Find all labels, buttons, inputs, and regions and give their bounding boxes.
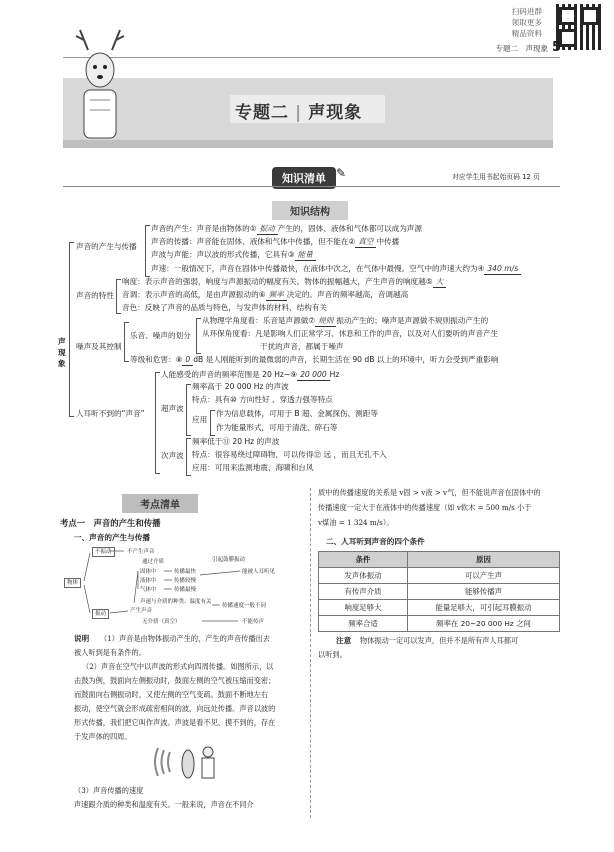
right-line-2: 传播速度一定大于在液体中的传播速度（如 v软木 = 500 m/s 小于	[318, 503, 532, 512]
table-row: 有传声介质 能够传播声	[319, 584, 560, 600]
title-subject: 声现象	[308, 103, 363, 123]
ultra-item-1: 频率高于 20 000 Hz 的声波	[192, 382, 289, 391]
page-number: 5	[551, 40, 561, 55]
ultra-bracket	[186, 384, 191, 436]
table-row: 发声体振动 可以产生声	[319, 568, 560, 584]
branch3-bracket	[124, 322, 129, 362]
label-solid: 固体中	[140, 569, 157, 575]
speed-title: （3）声音传播的速度	[74, 786, 144, 795]
explain-line-7: 形式传播，我们把它叫作声波。声波是看不见、摸不到的，存在	[74, 718, 276, 727]
drum-sound-wave-illustration	[150, 744, 220, 780]
infra-item-3: 应用：可用来监测地震、海啸和台风	[192, 463, 314, 472]
knowledge-structure-subhead: 知识结构	[272, 201, 348, 220]
right-line-3: v煤油 = 1 324 m/s）。	[318, 518, 394, 527]
knowledge-rule	[63, 186, 560, 187]
explain-line-2: 被人听到是有条件的。	[74, 648, 146, 657]
label-produce: 产生声音	[130, 608, 153, 614]
branch-sound-production: 声音的产生与传播	[76, 242, 137, 251]
explain-line-8: 于发声体的四周。	[74, 732, 132, 741]
table-row: 响度足够大 能量足够大，可引起耳膜振动	[319, 600, 560, 616]
branch-noise-control: 噪声及其控制	[76, 342, 122, 351]
scan-promo	[512, 6, 542, 39]
flow-arrows	[62, 545, 302, 627]
b4-range: 人能感受的声音的频率范围是 20 Hz~⑨ 20 000 Hz	[161, 370, 340, 379]
label-liquid: 液体中	[140, 578, 157, 584]
label-sound-to-ear: 能被人耳听见	[242, 569, 276, 575]
label-in-ear: 引起鼓膜振动	[212, 557, 246, 563]
b2-item-1: 响度：表示声音的强弱，响度与声源振动的幅度有关。物体的振幅越大，产生声音的响度越⑤ 大	[122, 277, 446, 288]
label-fast: 传播最快	[174, 569, 197, 575]
b2-item-2: 音调：表示声音的高低，是由声源振动的⑥ 频率 决定的。声音的频率越高，音调越高	[122, 290, 409, 299]
b3-level: 等级和危害：⑧ 0 dB 是人刚能听到的最微弱的声音，长期生活在 90 dB 以上的环境中，听力会受到严重影响	[130, 355, 499, 364]
sound-flow-diagram	[62, 545, 302, 627]
label-medium: 通过介质	[142, 559, 165, 565]
tree-root: 声现象	[58, 337, 66, 368]
branch-sound-characteristics: 声音的特性	[76, 291, 114, 300]
branch-inaudible-sound: 人耳听不到的“声音”	[76, 409, 145, 418]
label-gas: 气体中	[140, 587, 157, 593]
b1-item-4: 声速：一般情况下，声音在固体中传播最快，在液体中次之，在气体中最慢。空气中的声速大约为④ 340 m/s	[151, 264, 521, 275]
point1-title: 考点一 声音的产生和传播	[60, 518, 161, 528]
exam-points-pill: 考点清单	[122, 494, 198, 513]
label-no-sound: 不产生声音	[127, 549, 155, 555]
explain-line-5: 而鼓面向右侧振动时，又使左侧的空气变疏。鼓面不断地左右	[74, 690, 269, 699]
table-header-reason: 原因	[408, 552, 560, 568]
column-divider	[310, 488, 312, 818]
ultra-item-2: 特点：具有⑩ 方向性好 、穿透力强等特点	[192, 395, 333, 404]
note-line-1: 物体振动一定可以发声，但并不是所有声人耳都可	[360, 636, 519, 645]
explain-line-3: （2）声音在空气中以声波的形式向四周传播。如图所示，以	[82, 662, 274, 671]
sub1-title: 一、声音的产生与传播	[74, 533, 150, 542]
ultra-app-bracket	[210, 410, 215, 436]
sub2-title: 二、人耳听到声音的四个条件	[326, 537, 425, 546]
banner-strip	[63, 140, 553, 148]
ultra-item-3: 作为信息载体，可用于 B 超、金属探伤、测距等	[216, 409, 378, 418]
infrasound-label: 次声波	[161, 451, 184, 460]
page-ref-note: 对应学生用书起始页码 12 页	[452, 173, 540, 181]
page-title: 专题二 | 声现象	[235, 103, 363, 123]
tree-root-bracket	[69, 242, 74, 417]
box-vibrate: 振动	[92, 609, 109, 619]
knowledge-list-pill: 知识清单	[272, 167, 336, 189]
b3-item-2: 从环保角度看：凡是影响人们正常学习、休息和工作的声音，以及对人们要听的声音产生	[202, 329, 499, 338]
b3-item-1: 从物理学角度看：乐音是声源做⑦ 规则 振动产生的；噪声是声源做不规则振动产生的	[202, 316, 489, 325]
b2-item-3: 音色：反映了声音的品质与特色，与发声体的材料、结构有关	[122, 303, 328, 312]
infra-item-2: 特点：很容易绕过障碍物，可以传得⑫ 远 ，而且无孔不入	[192, 450, 387, 459]
b3-item-3: 干扰的声音，都属于噪声	[260, 342, 344, 351]
speed-line: 声速跟介质的种类和温度有关。一般来说，声音在不同介	[74, 800, 254, 809]
branch2-bracket	[116, 279, 121, 314]
deer-mascot-icon	[70, 20, 130, 145]
label-no-medium: 无介质（真空）	[142, 619, 181, 625]
b1-item-3: 声波与声能：声以波的形式传播，它具有③ 能量	[151, 250, 316, 261]
explain-title: 说明	[74, 634, 90, 643]
note-title: 注意	[336, 636, 352, 645]
b1-item-2: 声音的传播：声音能在固体、液体和气体中传播，但不能在② 真空 中传播	[151, 237, 400, 246]
section-header: 专题二 声现象	[495, 44, 548, 53]
branch4-bracket	[155, 372, 160, 474]
scan-line-1: 扫码进群	[511, 7, 542, 16]
box-no-vibrate: 不振动	[92, 547, 115, 557]
label-slower: 传播较慢	[174, 578, 197, 584]
box-object: 物体	[64, 578, 81, 588]
infra-bracket	[186, 438, 191, 476]
scan-line-2: 领取更多	[511, 18, 542, 27]
explain-line-4: 击鼓为例，鼓面向左侧振动时，鼓面左侧的空气被压缩而变密；	[74, 676, 276, 685]
b3-subheading: 乐音、噪声的划分	[130, 331, 191, 340]
title-topic: 专题二	[235, 103, 289, 123]
right-line-1: 质中的传播速度的关系是 v固 > v液 > v气，但不能说声音在固体中的	[318, 488, 541, 497]
branch1-bracket	[145, 225, 150, 277]
note-line-2: 以听到。	[318, 650, 347, 659]
table-row: 频率合适 频率在 20~20 000 Hz 之间	[319, 616, 560, 632]
explain-line-1: （1）声音是由物体振动产生的，产生的声音传播出去	[100, 634, 270, 643]
b1-item-1: 声音的产生：声音是由物体的① 振动 产生的，固体、液体和气体都可以成为声源	[151, 224, 422, 233]
label-slowest: 传播最慢	[174, 587, 197, 593]
scan-line-3: 精品资料	[511, 29, 542, 38]
pencil-icon: ✎	[336, 166, 347, 180]
infra-item-1: 频率低于⑪ 20 Hz 的声波	[192, 437, 280, 446]
label-propagate: 传播速度一般不同	[222, 603, 267, 609]
ultra-app-label: 应用	[192, 415, 208, 424]
ultra-item-4: 作为能量形式，可用于清洗、碎石等	[216, 423, 338, 432]
hearing-conditions-table	[318, 551, 560, 632]
ultrasound-label: 超声波	[161, 404, 184, 413]
qr-code-icon[interactable]	[556, 4, 602, 50]
label-cannot: 不能传声	[242, 619, 265, 625]
header-rule	[63, 57, 560, 58]
table-header-condition: 条件	[319, 552, 408, 568]
b3-sub-bracket	[196, 318, 201, 354]
explain-line-6: 振动，使空气就会形成疏密相间的波，向远处传播。声音以波的	[74, 704, 276, 713]
label-speed-related: 声速与介质的种类、温度有关	[140, 599, 212, 605]
